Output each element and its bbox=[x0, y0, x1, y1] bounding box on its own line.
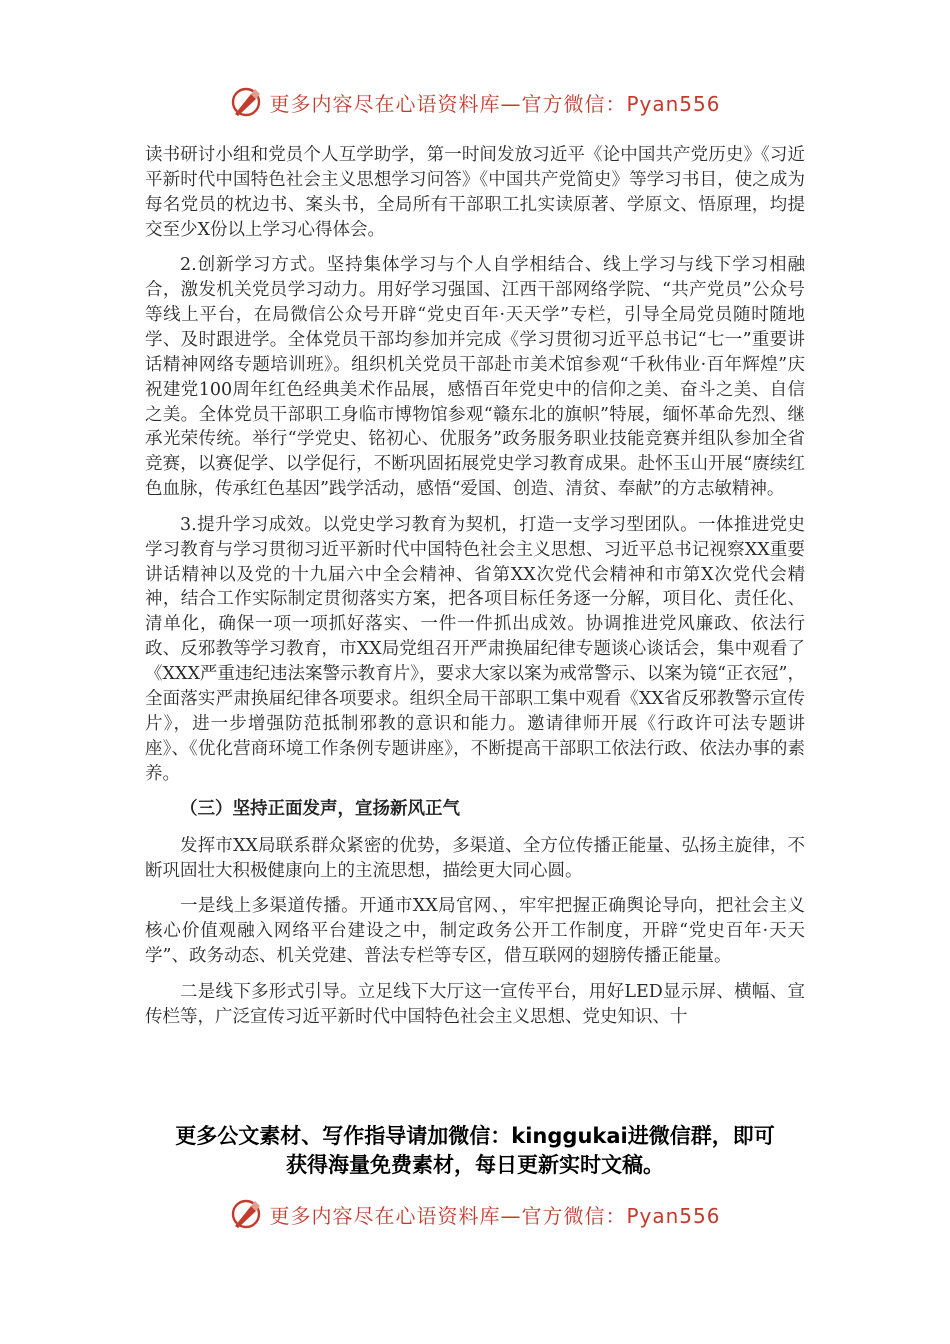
paragraph-6: 二是线下多形式引导。立足线下大厅这一宣传平台，用好LED显示屏、横幅、宣传栏等，广泛宣传习近平新时代中国特色社会主义思想、党史知识、十 bbox=[145, 981, 805, 1027]
section-heading: （三）坚持正面发声，宣扬新风正气 bbox=[180, 799, 460, 820]
paragraph-3: 3.提升学习成效。以党史学习教育为契机，打造一支学习型团队。一体推进党史学习教育与学习贯彻习近平新时代中国特色社会主义思想、习近平总书记视察XX重要讲话精神以及党的十九届六中全会精神、省第XX次党代会精神和市第X次党代会精神，结合工作实际制定贯彻落实方案，把各项目标任务逐一分解，项目化、责任化、清单化，确保一项一项抓好落实、一件一件抓出成效。协调推进党风廉政、依法行政、反邪教等学习教育，市XX局党组召开严肃换届纪律专题谈心谈话会，集中观看了《XXX严重违纪违法案警示教育片》，要求大家以案为戒常警示、以案为镜“正衣冠”，全面落实严肃换届纪律各项要求。组织全局干部职工集中观看《XX省反邪教警示宣传片》，进一步增强防范抵制邪教的意识和能力。邀请律师开展《行政许可法专题讲座》、《优化营商环境工作条例专题讲座》，不断提高干部职工依法行政、依法办事的素养。 bbox=[145, 514, 805, 784]
paragraph-4: 发挥市XX局联系群众紧密的优势，多渠道、全方位传播正能量、弘扬主旋律，不断巩固壮大积极健康向上的主流思想，描绘更大同心圆。 bbox=[145, 836, 805, 881]
paragraph-5: 一是线上多渠道传播。开通市XX局官网、，牢牢把握正确舆论导向，把社会主义核心价值观融入网络平台建设之中，制定政务公开工作制度，开辟“党史百年·天天学”、政务动态、机关党建、普法专栏等专区，借互联网的翅膀传播正能量。 bbox=[145, 896, 805, 967]
document-body bbox=[145, 143, 805, 1040]
header-banner bbox=[0, 80, 950, 124]
promo-line-1: 更多公文素材、写作指导请加微信：kinggukai进微信群，即可 bbox=[175, 1124, 775, 1148]
header-banner-text: 更多内容尽在心语资料库—官方微信：Pyan556 bbox=[269, 91, 721, 116]
paragraph-2: 2.创新学习方式。坚持集体学习与个人自学相结合、线上学习与线下学习相融合，激发机关党员学习动力。用好学习强国、江西干部网络学院、“共产党员”公众号等线上平台，在局微信公众号开辟“党史百年·天天学”专栏，引导全局党员随时随地学、及时跟进学。全体党员干部均参加并完成《学习贯彻习近平总书记“七一”重要讲话精神网络专题培训班》。组织机关党员干部赴市美术馆参观“千秋伟业·百年辉煌”庆祝建党100周年红色经典美术作品展，感悟百年党史中的信仰之美、奋斗之美、自信之美。全体党员干部职工身临市博物馆参观“赣东北的旗帜”特展，缅怀革命先烈、继承光荣传统。举行“学党史、铭初心、优服务”政务服务职业技能竞赛并组队参加全省竞赛，以赛促学、以学促行，不断巩固拓展党史学习教育成果。赴怀玉山开展“赓续红色血脉，传承红色基因”践学活动，感悟“爱国、创造、清贫、奉献”的方志敏精神。 bbox=[145, 255, 805, 500]
footer-banner bbox=[0, 1192, 950, 1236]
paragraph-1: 读书研讨小组和党员个人互学助学，第一时间发放习近平《论中国共产党历史》《习近平新时代中国特色社会主义思想学习问答》《中国共产党简史》等学习书目，使之成为每名党员的枕边书、案头书，全局所有干部职工扎实读原著、学原文、悟原理，均提交至少X份以上学习心得体会。 bbox=[145, 145, 805, 240]
footer-banner-text: 更多内容尽在心语资料库—官方微信：Pyan556 bbox=[269, 1203, 721, 1228]
promo-line-2: 获得海量免费素材，每日更新实时文稿。 bbox=[286, 1153, 664, 1177]
pen-nib-logo-icon bbox=[229, 1196, 265, 1232]
promo-notice bbox=[150, 1122, 800, 1180]
pen-nib-logo-icon bbox=[229, 84, 265, 120]
